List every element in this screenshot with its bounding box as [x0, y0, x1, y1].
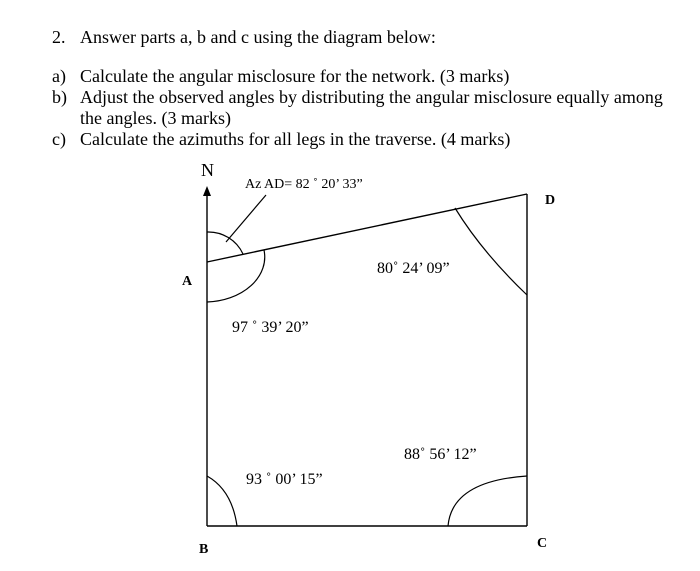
angle-value-d: 80˚ 24’ 09” [377, 260, 450, 277]
part-c-text: Calculate the azimuths for all legs in the traverse. (4 marks) [80, 129, 511, 149]
north-label: N [201, 160, 214, 180]
angle-arc-c [448, 476, 527, 526]
part-b-text: Adjust the observed angles by distributing the angular misclosure equally among the angles. (3 marks) [80, 87, 663, 128]
angle-arc-a [207, 250, 265, 302]
angle-arc-d [455, 208, 527, 295]
part-a-letter: a) [52, 66, 66, 86]
station-label-a: A [182, 274, 193, 289]
angle-value-c: 88˚ 56’ 12” [404, 446, 477, 463]
angle-value-a: 97 ˚ 39’ 20” [232, 319, 309, 336]
angle-value-b: 93 ˚ 00’ 15” [246, 471, 323, 488]
azimuth-arc [207, 232, 243, 254]
station-label-d: D [545, 193, 556, 208]
north-arrow-icon [203, 186, 211, 196]
part-c-letter: c) [52, 129, 66, 149]
traverse-leg-ad [207, 194, 527, 262]
station-label-b: B [199, 542, 209, 557]
angle-arc-b [207, 476, 237, 526]
azimuth-ad-label: Az AD= 82 ˚ 20’ 33” [245, 177, 363, 192]
station-label-c: C [537, 536, 548, 551]
question-text: Answer parts a, b and c using the diagram below: [80, 27, 436, 47]
question-number: 2. [52, 27, 66, 47]
part-b-letter: b) [52, 87, 67, 107]
azimuth-leader-line [226, 195, 266, 242]
part-a-text: Calculate the angular misclosure for the network. (3 marks) [80, 66, 510, 86]
